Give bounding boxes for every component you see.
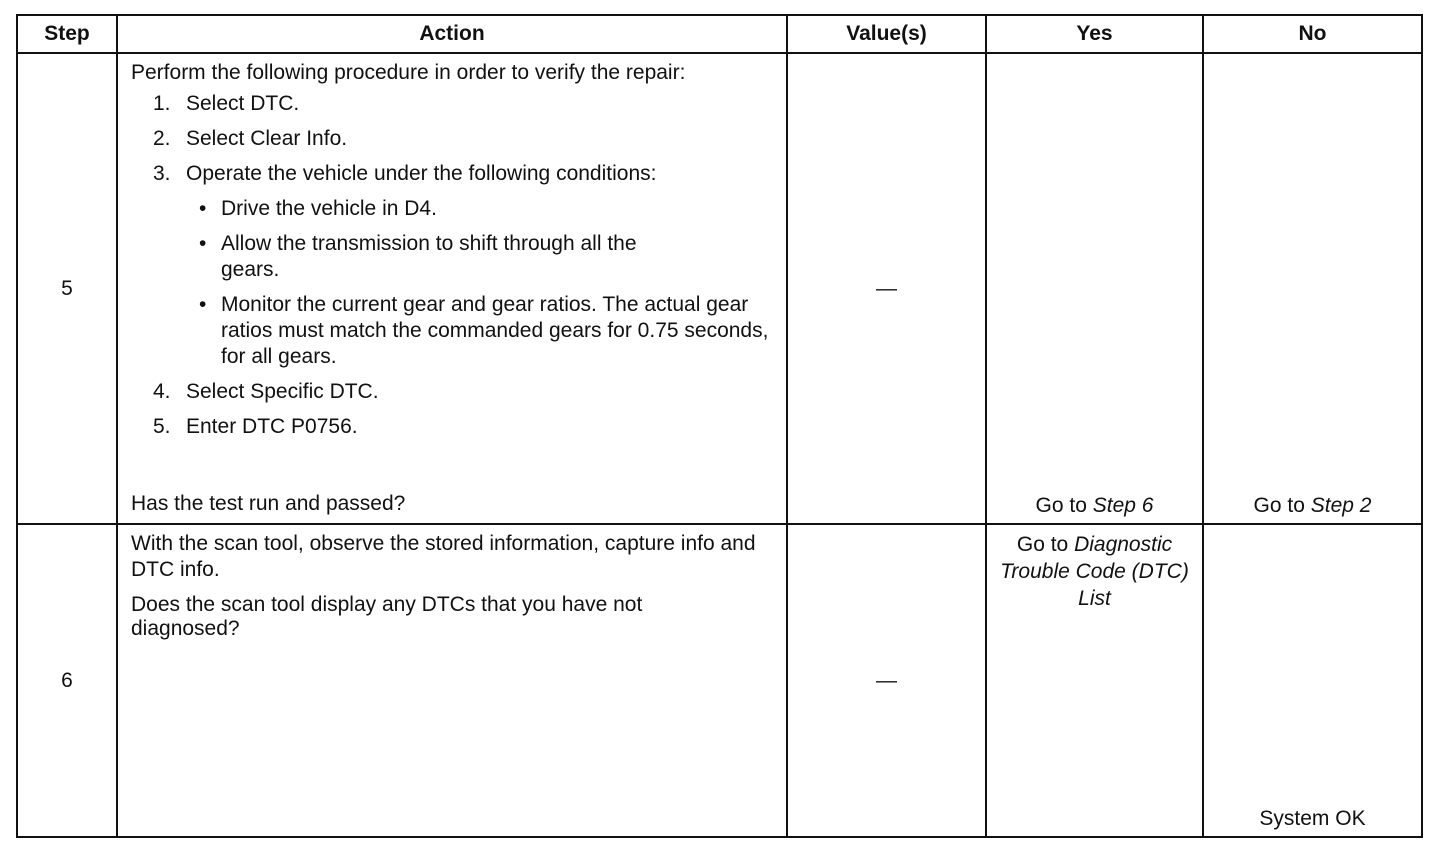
- header-step: Step: [17, 15, 117, 53]
- table-row-step-5: [17, 53, 1422, 524]
- procedure-step-text: Select Clear Info.: [186, 127, 348, 150]
- no-answer: [1204, 493, 1421, 519]
- no-prefix: Go to: [1253, 494, 1311, 517]
- no-step-link[interactable]: Step 2: [1310, 494, 1372, 517]
- procedure-step-text: Enter DTC P0756.: [186, 415, 358, 438]
- procedure-step: [153, 414, 774, 440]
- no-cell: [1203, 53, 1422, 524]
- procedure-step-text: Operate the vehicle under the following conditions:: [186, 162, 657, 185]
- yes-prefix: Go to: [1035, 494, 1093, 517]
- procedure-step-number: 1.: [153, 92, 171, 115]
- yes-answer: [987, 493, 1202, 519]
- yes-step-link[interactable]: Step 6: [1092, 494, 1154, 517]
- dtc-list-link[interactable]: Diagnostic Trouble Code (DTC) List: [1000, 533, 1189, 610]
- diagnostic-table: [16, 14, 1423, 838]
- diagnostic-document: [16, 14, 1423, 838]
- condition-item: [186, 196, 774, 222]
- yes-cell: [986, 53, 1203, 524]
- step-number: 6: [17, 524, 117, 837]
- header-values: Value(s): [787, 15, 986, 53]
- condition-text: Allow the transmission to shift through all the gears.: [221, 232, 637, 281]
- condition-text: Drive the vehicle in D4.: [221, 197, 437, 220]
- action-intro: Perform the following procedure in order to verify the repair:: [131, 61, 686, 84]
- no-answer: System OK: [1259, 807, 1366, 830]
- condition-item: [186, 231, 774, 283]
- header-yes: Yes: [986, 15, 1203, 53]
- yes-cell: [986, 524, 1203, 837]
- procedure-step-number: 5.: [153, 415, 171, 438]
- action-question: Has the test run and passed?: [131, 492, 406, 515]
- procedure-step: [153, 379, 774, 405]
- yes-prefix: Go to: [1016, 533, 1075, 556]
- action-cell: [117, 53, 787, 524]
- procedure-step-number: 4.: [153, 380, 171, 403]
- value-cell: —: [787, 524, 986, 837]
- procedure-step-number: 3.: [153, 162, 171, 185]
- bullet-icon: •: [199, 197, 207, 220]
- header-action: Action: [117, 15, 787, 53]
- header-no: No: [1203, 15, 1422, 53]
- no-cell: [1203, 524, 1422, 837]
- yes-answer: [987, 531, 1202, 612]
- procedure-step: [153, 126, 774, 152]
- procedure-step: [153, 161, 774, 370]
- action-question: Does the scan tool display any DTCs that you have not diagnosed?: [131, 593, 643, 640]
- procedure-step-text: Select DTC.: [186, 92, 300, 115]
- step-number: 5: [17, 53, 117, 524]
- procedure-list: [131, 91, 774, 440]
- header-row: [17, 15, 1422, 53]
- bullet-icon: •: [199, 293, 207, 316]
- action-cell: [117, 524, 787, 837]
- procedure-step: [153, 91, 774, 117]
- table-row-step-6: [17, 524, 1422, 837]
- procedure-step-number: 2.: [153, 127, 171, 150]
- conditions-list: [186, 196, 774, 370]
- procedure-step-text: Select Specific DTC.: [186, 380, 379, 403]
- value-cell: —: [787, 53, 986, 524]
- action-text: With the scan tool, observe the stored information, capture info and DTC info.: [131, 532, 756, 581]
- condition-item: [186, 292, 774, 370]
- condition-text: Monitor the current gear and gear ratios. The actual gear ratios must match the commanded gears for 0.75 seconds, for all gears.: [221, 293, 769, 368]
- bullet-icon: •: [199, 232, 207, 255]
